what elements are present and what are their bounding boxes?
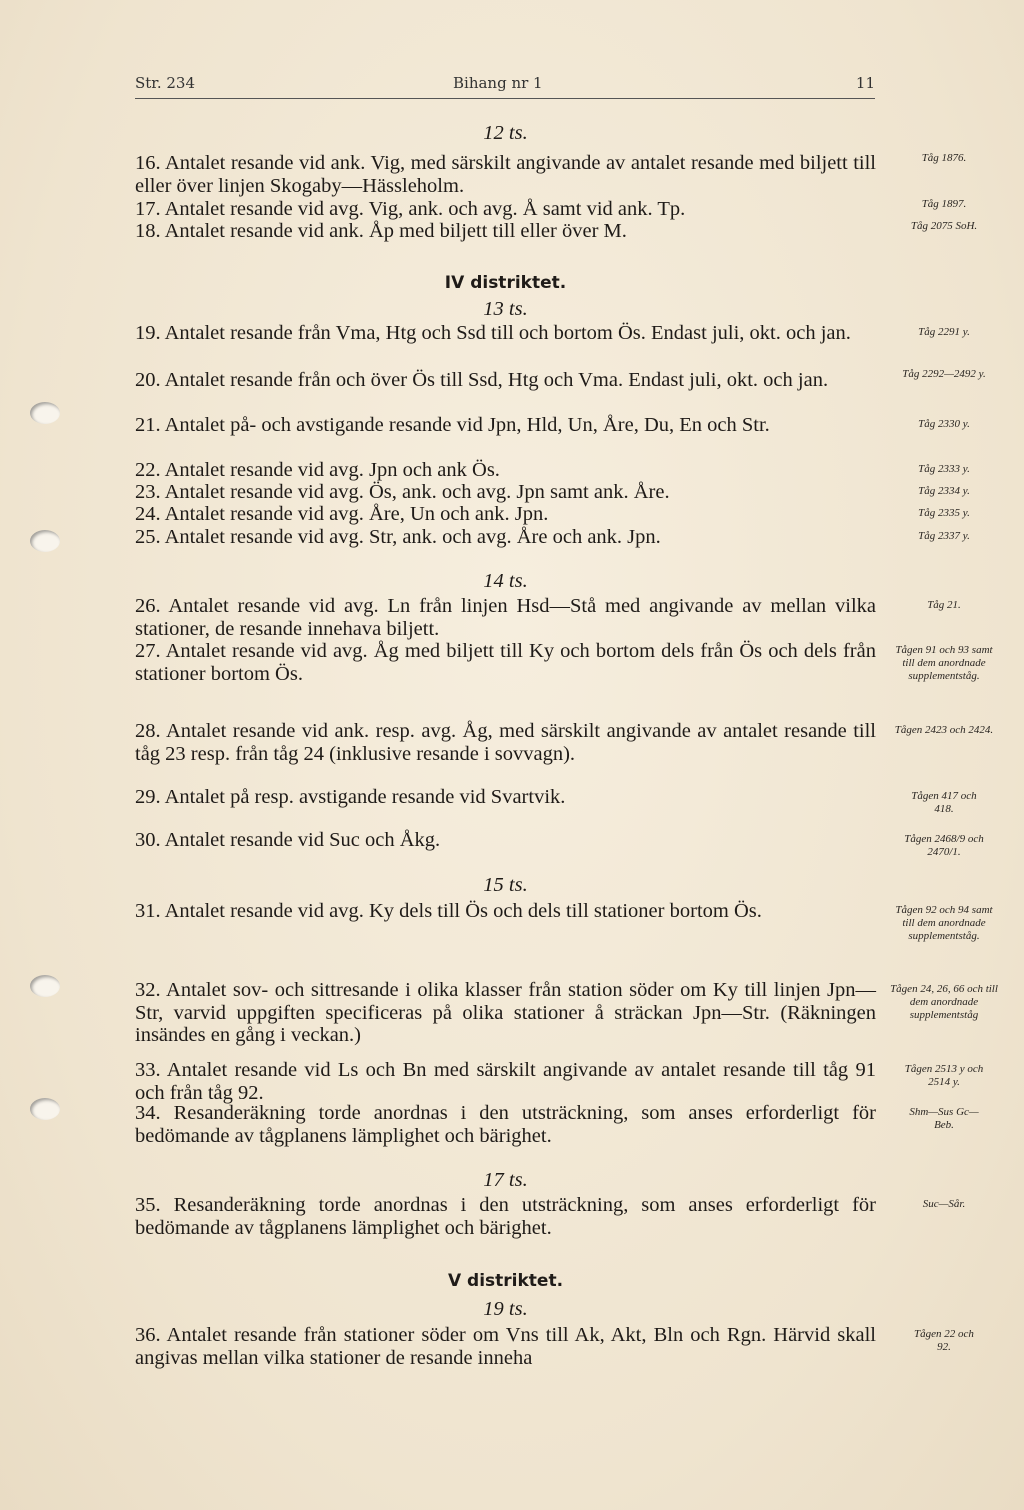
margin-note: Tågen 91 och 93 samt till dem anordnade supplementståg. bbox=[895, 644, 993, 682]
section-heading: 14 ts. bbox=[483, 570, 528, 592]
list-item: 30. Antalet resande vid Suc och Åkg. bbox=[135, 829, 441, 851]
list-item: 35. Resanderäkning torde anordnas i den utsträckning, som anses erforderligt för bedömande av tågplanens lämplighet och bärighet. bbox=[135, 1194, 876, 1239]
punch-hole bbox=[30, 975, 60, 997]
margin-note: Tågen 2468/9 och 2470/1. bbox=[904, 833, 984, 858]
district-heading: V distriktet. bbox=[447, 1271, 564, 1291]
list-item: 18. Antalet resande vid ank. Åp med biljett till eller över M. bbox=[135, 220, 627, 242]
margin-note: Tåg 2292—2492 y. bbox=[902, 368, 986, 380]
margin-note: Tågen 22 och 92. bbox=[914, 1328, 974, 1353]
punch-hole bbox=[30, 402, 60, 424]
margin-note: Tåg 2334 y. bbox=[918, 485, 970, 497]
margin-note: Shm—Sus Gc—Beb. bbox=[909, 1106, 979, 1131]
margin-note: Suc—Sår. bbox=[922, 1198, 966, 1210]
list-item: 33. Antalet resande vid Ls och Bn med särskilt angivande av antalet resande till tåg 91 och från tåg 92. bbox=[135, 1059, 876, 1104]
margin-note: Tåg 2330 y. bbox=[918, 418, 970, 430]
margin-note: Tåg 21. bbox=[927, 599, 961, 611]
list-item: 36. Antalet resande från stationer söder om Vns till Ak, Akt, Bln och Rgn. Härvid skall angivas mellan vilka stationer de resande inneha bbox=[135, 1324, 876, 1369]
header-left: Str. 234 bbox=[135, 74, 195, 92]
margin-note: Tågen 2423 och 2424. bbox=[894, 724, 994, 736]
margin-note: Tåg 1897. bbox=[921, 198, 967, 210]
punch-hole bbox=[30, 1098, 60, 1120]
page-number: 11 bbox=[855, 74, 875, 92]
section-heading: 12 ts. bbox=[483, 122, 528, 144]
punch-hole bbox=[30, 530, 60, 552]
section-heading: 15 ts. bbox=[483, 874, 528, 896]
list-item: 20. Antalet resande från och över Ös till Ssd, Htg och Vma. Endast juli, okt. och jan. bbox=[135, 369, 829, 391]
list-item: 25. Antalet resande vid avg. Str, ank. och avg. Åre och ank. Jpn. bbox=[135, 526, 661, 548]
margin-note: Tåg 2291 y. bbox=[918, 326, 970, 338]
page-header bbox=[135, 72, 875, 99]
margin-note: Tågen 417 och 418. bbox=[911, 790, 977, 815]
section-heading: 17 ts. bbox=[483, 1169, 528, 1191]
list-item: 32. Antalet sov- och sittresande i olika klasser från station söder om Ky till linjen Jpn—Str, varvid uppgiften specificeras på olika stationer å sträckan Jpn—Str. (Räkningen insändes en gång i veckan.) bbox=[135, 979, 876, 1046]
list-item: 16. Antalet resande vid ank. Vig, med särskilt angivande av antalet resande med biljett till eller över linjen Skogaby—Hässleholm. bbox=[135, 152, 876, 197]
list-item: 19. Antalet resande från Vma, Htg och Ssd till och bortom Ös. Endast juli, okt. och jan. bbox=[135, 322, 851, 344]
margin-note: Tåg 1876. bbox=[921, 152, 967, 164]
header-center: Bihang nr 1 bbox=[453, 74, 543, 92]
section-heading: 13 ts. bbox=[483, 298, 528, 320]
list-item: 23. Antalet resande vid avg. Ös, ank. och avg. Jpn samt ank. Åre. bbox=[135, 481, 670, 503]
list-item: 31. Antalet resande vid avg. Ky dels till Ös och dels till stationer bortom Ös. bbox=[135, 900, 762, 922]
district-heading: IV distriktet. bbox=[444, 273, 567, 293]
margin-note: Tåg 2333 y. bbox=[918, 463, 970, 475]
margin-note: Tåg 2075 SoH. bbox=[910, 220, 978, 232]
margin-note: Tåg 2335 y. bbox=[918, 507, 970, 519]
list-item: 34. Resanderäkning torde anordnas i den utsträckning, som anses erforderligt för bedömande av tågplanens lämplighet och bärighet. bbox=[135, 1102, 876, 1147]
list-item: 17. Antalet resande vid avg. Vig, ank. och avg. Å samt vid ank. Tp. bbox=[135, 198, 686, 220]
margin-note: Tåg 2337 y. bbox=[918, 530, 970, 542]
list-item: 21. Antalet på- och avstigande resande vid Jpn, Hld, Un, Åre, Du, En och Str. bbox=[135, 414, 770, 436]
list-item: 26. Antalet resande vid avg. Ln från linjen Hsd—Stå med angivande av mellan vilka stationer, de resande innehava biljett. bbox=[135, 595, 876, 640]
margin-note: Tågen 24, 26, 66 och till dem anordnade supplementståg bbox=[890, 983, 998, 1021]
margin-note: Tågen 92 och 94 samt till dem anordnade supplementståg. bbox=[895, 904, 993, 942]
list-item: 27. Antalet resande vid avg. Åg med biljett till Ky och bortom dels från Ös och dels från stationer bortom Ös. bbox=[135, 640, 876, 685]
list-item: 28. Antalet resande vid ank. resp. avg. Åg, med särskilt angivande av antalet resande till tåg 23 resp. från tåg 24 (inklusive resande i sovvagn). bbox=[135, 720, 876, 765]
list-item: 22. Antalet resande vid avg. Jpn och ank Ös. bbox=[135, 459, 500, 481]
list-item: 24. Antalet resande vid avg. Åre, Un och ank. Jpn. bbox=[135, 503, 549, 525]
margin-note: Tågen 2513 y och 2514 y. bbox=[904, 1063, 984, 1088]
section-heading: 19 ts. bbox=[483, 1298, 528, 1320]
list-item: 29. Antalet på resp. avstigande resande vid Svartvik. bbox=[135, 786, 566, 808]
